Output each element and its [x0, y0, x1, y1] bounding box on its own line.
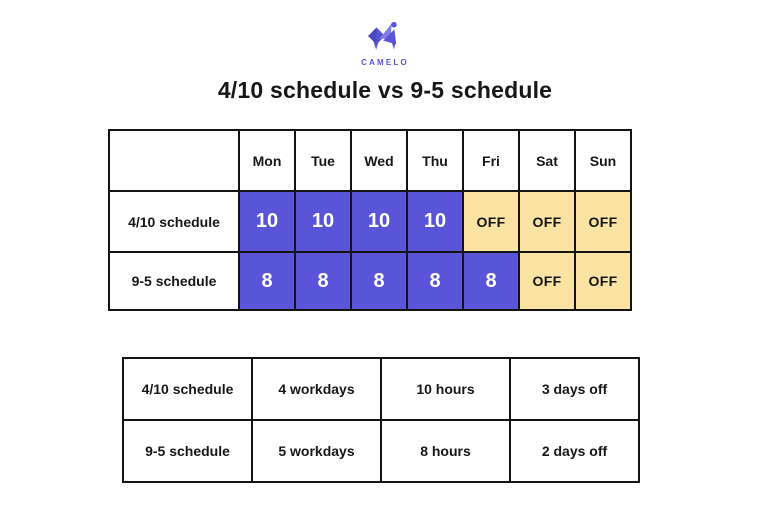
corner-cell	[109, 130, 239, 191]
summary-table	[122, 357, 640, 483]
day-header-tue: Tue	[295, 130, 351, 191]
work-hours-cell: 8	[351, 252, 407, 310]
summary-row-410	[123, 358, 639, 420]
day-header-thu: Thu	[407, 130, 463, 191]
schedule-table	[108, 129, 632, 311]
work-hours-cell: 8	[407, 252, 463, 310]
work-hours-cell: 10	[295, 191, 351, 252]
schedule-header-row	[109, 130, 631, 191]
brand-header	[0, 20, 770, 67]
camel-logo-icon	[366, 37, 404, 54]
summary-cell: 3 days off	[510, 358, 639, 420]
schedule-row-95	[109, 252, 631, 310]
summary-cell: 5 workdays	[252, 420, 381, 482]
summary-cell: 9-5 schedule	[123, 420, 252, 482]
work-hours-cell: 8	[239, 252, 295, 310]
day-header-fri: Fri	[463, 130, 519, 191]
day-header-sun: Sun	[575, 130, 631, 191]
schedule-row-410	[109, 191, 631, 252]
day-off-cell: OFF	[575, 252, 631, 310]
page-title: 4/10 schedule vs 9-5 schedule	[217, 77, 553, 103]
summary-row-95	[123, 420, 639, 482]
day-off-cell: OFF	[519, 191, 575, 252]
work-hours-cell: 10	[351, 191, 407, 252]
day-header-wed: Wed	[351, 130, 407, 191]
day-off-cell: OFF	[519, 252, 575, 310]
work-hours-cell: 10	[239, 191, 295, 252]
day-off-cell: OFF	[463, 191, 519, 252]
day-header-mon: Mon	[239, 130, 295, 191]
work-hours-cell: 10	[407, 191, 463, 252]
summary-cell: 4 workdays	[252, 358, 381, 420]
day-off-cell: OFF	[575, 191, 631, 252]
summary-cell: 10 hours	[381, 358, 510, 420]
schedule-row-label: 4/10 schedule	[109, 191, 239, 252]
summary-cell: 8 hours	[381, 420, 510, 482]
work-hours-cell: 8	[463, 252, 519, 310]
day-header-sat: Sat	[519, 130, 575, 191]
summary-cell: 4/10 schedule	[123, 358, 252, 420]
schedule-row-label: 9-5 schedule	[109, 252, 239, 310]
summary-cell: 2 days off	[510, 420, 639, 482]
brand-wordmark: CAMELO	[361, 58, 409, 67]
work-hours-cell: 8	[295, 252, 351, 310]
